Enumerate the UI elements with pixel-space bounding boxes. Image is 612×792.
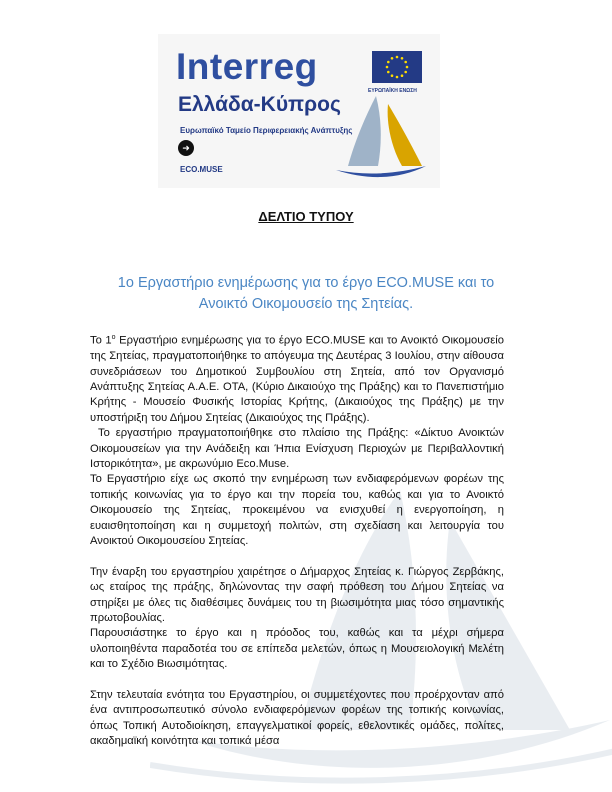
- interreg-logo: [158, 34, 440, 188]
- subtitle-line-2: Ανοικτό Οικομουσείο της Σητείας.: [198, 296, 414, 312]
- project-icon: ➜: [178, 140, 194, 156]
- paragraph-5: Παρουσιάστηκε το έργο και η πρόοδος του, καθώς και τα μέχρι σήμερα υλοποιηθέντα παραδοτέα του σε επίπεδα μελετών, όπως η Μουσειολογική Μελέτη και το Σχέδιο Βιωσιμότητας.: [90, 627, 504, 671]
- paragraph-4: Την έναρξη του εργαστηρίου χαιρέτησε ο Δήμαρχος Σητείας κ. Γιώργος Ζερβάκης, ως εταίρος της πράξης, δηλώνοντας την σαφή πρόθεση του Δήμου Σητείας να στηρίξει με όλες τις διαθέσιμες δυνάμεις του τη βιωσιμότητα μιας τόσο σημαντικής πρωτοβουλίας.: [90, 565, 504, 625]
- ordinal-superscript: ο: [111, 334, 116, 341]
- paragraph-1: [90, 330, 504, 426]
- paragraph-1-start: Το 1: [90, 334, 112, 347]
- sailboat-icon: [336, 94, 426, 178]
- paragraph-1-rest: Εργαστήριο ενημέρωσης για το έργο ECO.MUSE και το Ανοικτό Οικομουσείο της Σητείας, πραγματοποιήθηκε το απόγευμα της Δευτέρας 3 Ιουλίου, στην αίθουσα συνεδριάσεων του Δημοτικού Συμβουλίου στη Σητεία, από τον Οργανισμό Ανάπτυξης Σητείας Α.Α.Ε. ΟΤΑ, (Κύριο Δικαιούχο της Πράξης) και το Πανεπιστήμιο Κρήτης - Μουσείο Φυσικής Ιστορίας Κρήτης, (Δικαιούχος της Πράξης) με την υποστήριξη του Δήμου Σητείας (Δικαιούχος της Πράξης).: [90, 334, 504, 424]
- eu-flag-icon: [372, 51, 422, 83]
- project-name: ECO.MUSE: [180, 165, 223, 174]
- paragraph-2: Το εργαστήριο πραγματοποιήθηκε στο πλαίσιο της Πράξης: «Δίκτυο Ανοικτών Οικομουσείων για την Ανάδειξη και Ήπια Ενίσχυση Περιοχών με Περιβαλλοντική Ιστορικότητα», με ακρωνύμιο Eco.Muse.: [90, 427, 504, 470]
- page-subtitle: [90, 273, 522, 315]
- logo-brand: Interreg: [176, 46, 318, 87]
- page-title: ΔΕΛΤΙΟ ΤΥΠΟΥ: [258, 209, 354, 224]
- subtitle-line-1: 1ο Εργαστήριο ενημέρωσης για το έργο ECO.MUSE και το: [117, 275, 495, 291]
- logo-fund: Ευρωπαϊκό Ταμείο Περιφερειακής Ανάπτυξης: [180, 126, 353, 135]
- logo-region: Ελλάδα-Κύπρος: [178, 93, 341, 116]
- paragraph-3: Το Εργαστήριο είχε ως σκοπό την ενημέρωση των ενδιαφερόμενων φορέων της τοπικής κοινωνίας για το έργο και την πορεία του, καθώς και για το Ανοικτό Οικομουσείο της Σητείας, προκειμένου να ενισχυθεί η ενεργοποίηση, η ευαισθητοποίηση και η συμμετοχή πολιτών, στη σχεδίαση και λειτουργία του Ανοικτού Οικομουσείου Σητείας.: [90, 473, 504, 548]
- eu-label: ΕΥΡΩΠΑΪΚΗ ΕΝΩΣΗ: [368, 88, 417, 94]
- paragraph-6: Στην τελευταία ενότητα του Εργαστηρίου, οι συμμετέχοντες που προέρχονταν από ένα αντιπροσωπευτικό σύνολο ενδιαφερόμενων φορέων της τοπικής κοινωνίας, όπως Τοπική Αυτοδιοίκηση, επαγγελματικοί φορείς, εθελοντικές ομάδες, πολίτες, ακαδημαϊκή κοινότητα και τοπικά μέσα: [90, 689, 504, 748]
- press-release-body: [90, 330, 504, 750]
